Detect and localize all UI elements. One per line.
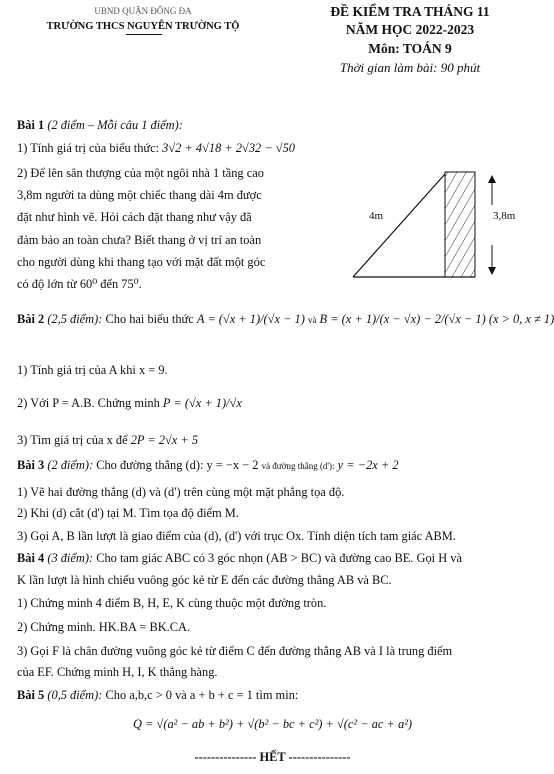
bai1-q2-line: đảm bảo an toàn chưa? Biết thang ở vị trí an toàn [17,233,262,247]
bai2-intro: Cho hai biểu thức [105,312,194,326]
bai2-q2 [17,396,242,411]
bai1-q1-expr: 3√2 + 4√18 + 2√32 − √50 [162,141,295,155]
bai1-heading [17,118,183,133]
school-underline [126,34,162,35]
height-label: 3,8m [493,210,516,222]
arrow-up-head-icon [488,175,496,183]
bai2-q1: 1) Tính giá trị của A khi x = 9. [17,363,168,377]
bai1-q2-line: đặt như hình vẽ. Hỏi cách đặt thang như vậy đã [17,210,252,224]
bai2-connector: và [307,315,317,325]
bai2-q2-expr: P = (√x + 1)/√x [162,396,242,410]
bai3-label: Bài 3 [17,458,45,472]
bai1-points: (2 điểm – Mỗi câu 1 điểm): [47,118,183,132]
bai1-q2-line: 3,8m người ta dùng một chiếc thang dài 4m được [17,188,262,202]
authority-name: UBND QUẬN ĐỐNG ĐA [94,6,192,16]
bai2-q2-text: 2) Với P = A.B. Chứng minh [17,396,160,410]
bai3-q2: 2) Khi (d) cắt (d') tại M. Tìm tọa độ điểm M. [17,506,239,520]
exam-title: ĐỀ KIỂM TRA THÁNG 11 [330,4,490,19]
bai4-points: (3 điểm): [47,551,94,565]
subject: Môn: TOÁN 9 [368,41,452,56]
bai2-condition: (x > 0, x ≠ 1) [488,312,554,326]
bai2-expr-a: A = (√x + 1)/(√x − 1) [196,312,305,326]
bai4-label: Bài 4 [17,551,45,565]
ladder-figure [350,165,525,290]
bai2-q3 [17,433,198,448]
bai1-q2-line: cho người dùng khi thang tạo với mặt đất một góc [17,255,266,269]
ladder-length-label: 4m [369,210,384,222]
bai4-q3-line2: của EF. Chứng minh H, I, K thẳng hàng. [17,665,218,679]
bai4-intro-line2: K lần lượt là hình chiếu vuông góc kẻ từ E đến các đường thẳng AB và BC. [17,573,392,587]
school-name: TRƯỜNG THCS NGUYỄN TRƯỜNG TỘ [46,21,240,32]
exam-time: Thời gian làm bài: 90 phút [339,60,481,75]
bai4-intro-line1: Cho tam giác ABC có 3 góc nhọn (AB > BC) và đường cao BE. Gọi H và [96,551,462,565]
bai4-heading [17,551,462,566]
school-year: NĂM HỌC 2022-2023 [345,22,475,37]
bai3-connector: và đường thẳng (d'): [261,461,335,471]
bai5-heading [17,688,298,703]
bai1-label: Bài 1 [17,118,45,132]
bai5-intro: Cho a,b,c > 0 và a + b + c = 1 tìm min: [105,688,299,702]
bai4-q1: 1) Chứng minh 4 điểm B, H, E, K cùng thuộc một đường tròn. [17,596,327,610]
arrow-down-head-icon [488,267,496,275]
bai4-q2: 2) Chứng minh. HK.BA = BK.CA. [17,620,191,634]
bai2-expr-b: B = (x + 1)/(x − √x) − 2/(√x − 1) [319,312,486,326]
bai3-points: (2 điểm): [47,458,94,472]
bai2-q3-text: 3) Tìm giá trị của x để [17,433,128,447]
end-marker: --------------- HẾT --------------- [194,750,351,764]
bai3-q3: 3) Gọi A, B lần lượt là giao điểm của (d), (d') với trục Ox. Tính diện tích tam giác ABM. [17,529,456,543]
bai5-label: Bài 5 [17,688,45,702]
bai1-q2-line: có độ lớn từ 60⁰ đến 75⁰. [17,277,142,291]
bai3-q1: 1) Vẽ hai đường thẳng (d) và (d') trên cùng một mặt phẳng tọa độ. [17,485,345,499]
bai3-intro: Cho đường thẳng (d): y = −x − 2 [96,458,259,472]
bai2-label: Bài 2 [17,312,45,326]
bai2-points: (2,5 điểm): [47,312,103,326]
bai1-q2-line: 2) Để lên sân thượng của một ngôi nhà 1 tầng cao [17,166,264,180]
bai5-points: (0,5 điểm): [47,688,103,702]
bai3-line2: y = −2x + 2 [337,458,399,472]
bai3-heading [17,458,399,473]
bai2-heading [17,312,554,327]
ladder-line [353,174,445,277]
bai5-expr: Q = √(a² − ab + b²) + √(b² − bc + c²) + √(c² − ac + a²) [133,717,412,731]
bai4-q3-line1: 3) Gọi F là chân đường vuông góc kẻ từ điểm C đến đường thẳng AB và I là trung điểm [17,644,453,658]
bai2-q3-expr: 2P = 2√x + 5 [130,433,199,447]
bai1-q1 [17,141,295,156]
bai1-q1-text: 1) Tính giá trị của biểu thức: [17,141,160,155]
building-wall [445,172,475,277]
